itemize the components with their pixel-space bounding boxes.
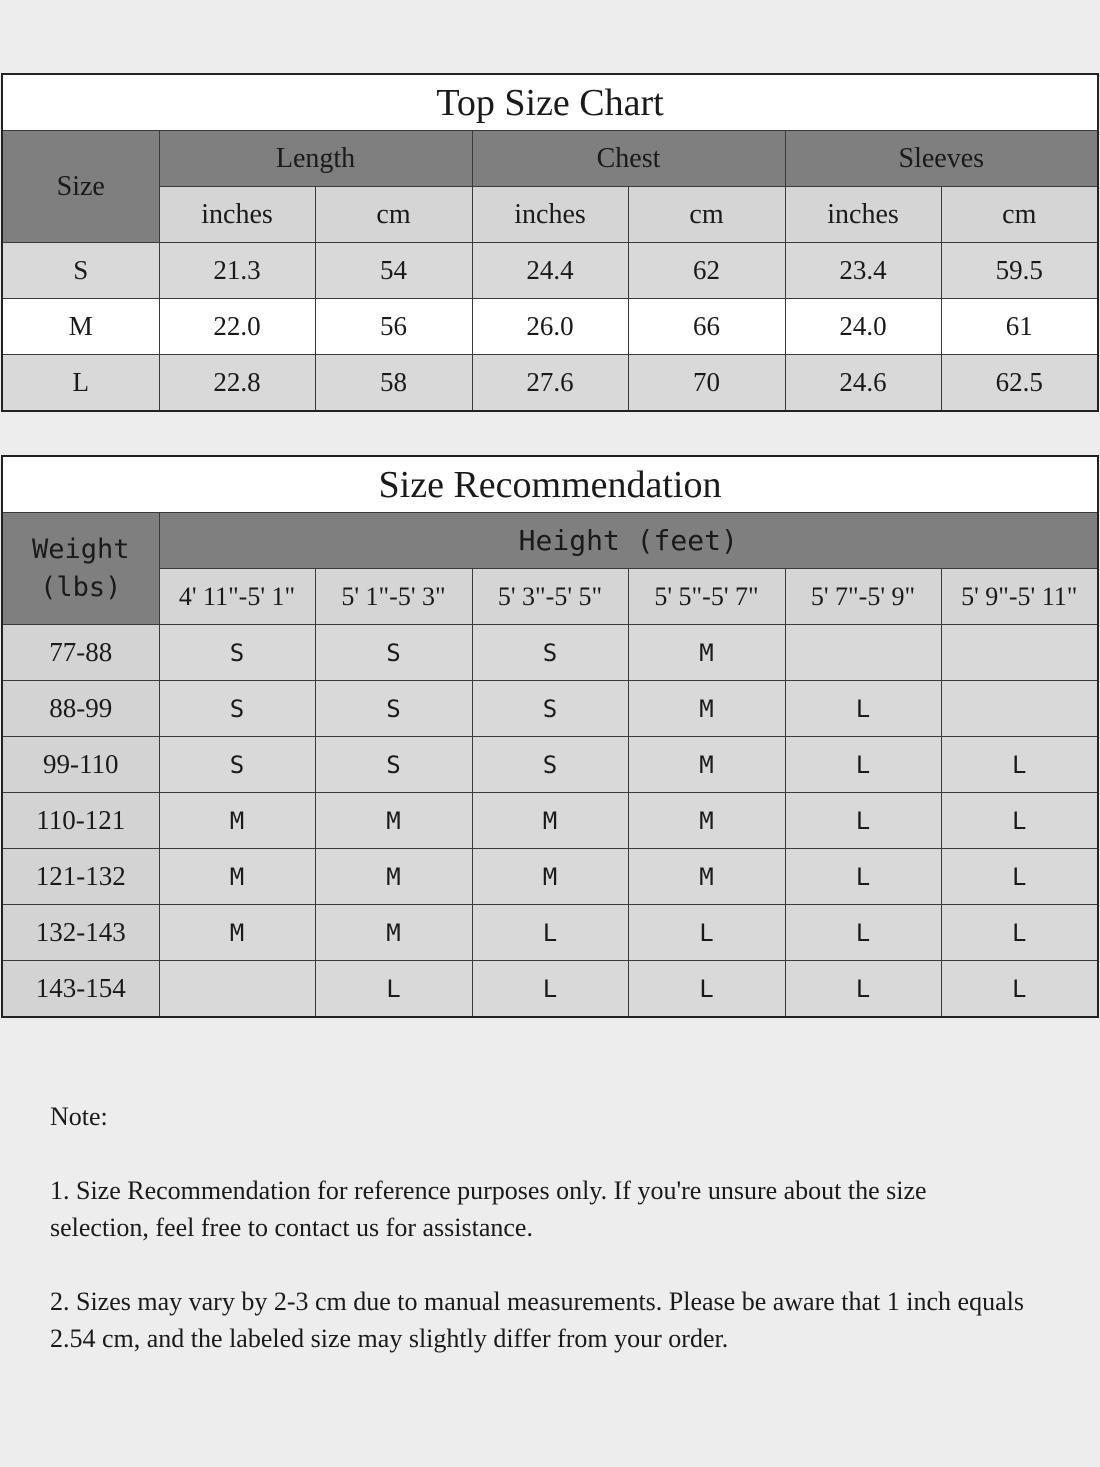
size-cell: M xyxy=(315,793,472,849)
size-cell: L xyxy=(628,961,785,1018)
measurement-cell: 26.0 xyxy=(472,299,628,355)
size-column-header: Size xyxy=(2,131,159,243)
size-cell: L xyxy=(472,905,628,961)
measurement-cell: 22.8 xyxy=(159,355,315,412)
measurement-cell: 22.0 xyxy=(159,299,315,355)
size-cell: M xyxy=(315,849,472,905)
measurement-cell: 24.4 xyxy=(472,243,628,299)
notes-section xyxy=(50,1098,1030,1394)
measurement-cell: 27.6 xyxy=(472,355,628,412)
weight-label: 121-132 xyxy=(2,849,159,905)
size-cell xyxy=(785,625,941,681)
weight-label: 99-110 xyxy=(2,737,159,793)
size-cell: L xyxy=(785,849,941,905)
measurement-cell: 23.4 xyxy=(785,243,941,299)
height-range-header: 5' 7"-5' 9" xyxy=(785,569,941,625)
measurement-cell: 24.0 xyxy=(785,299,941,355)
size-row-s xyxy=(2,243,1098,299)
size-cell: L xyxy=(785,905,941,961)
weight-row xyxy=(2,961,1098,1018)
unit-header: inches xyxy=(785,187,941,243)
measurement-cell: 21.3 xyxy=(159,243,315,299)
size-cell: S xyxy=(159,625,315,681)
weight-label: 132-143 xyxy=(2,905,159,961)
weight-column-header xyxy=(2,513,159,625)
weight-row xyxy=(2,793,1098,849)
height-range-header: 4' 11"-5' 1" xyxy=(159,569,315,625)
size-cell: M xyxy=(472,793,628,849)
size-cell: S xyxy=(472,625,628,681)
weight-label: 143-154 xyxy=(2,961,159,1018)
height-range-header: 5' 1"-5' 3" xyxy=(315,569,472,625)
size-cell xyxy=(941,681,1098,737)
size-cell: M xyxy=(159,793,315,849)
measurement-cell: 62.5 xyxy=(941,355,1098,412)
weight-header-line1: Weight xyxy=(31,533,130,565)
size-cell: M xyxy=(628,625,785,681)
size-cell: L xyxy=(785,793,941,849)
measurement-cell: 70 xyxy=(628,355,785,412)
size-cell: S xyxy=(159,737,315,793)
weight-row xyxy=(2,849,1098,905)
weight-label: 110-121 xyxy=(2,793,159,849)
top-size-chart-table xyxy=(1,73,1099,412)
size-cell: S xyxy=(159,681,315,737)
size-row-m xyxy=(2,299,1098,355)
measurement-cell: 58 xyxy=(315,355,472,412)
unit-header: cm xyxy=(315,187,472,243)
size-cell: M xyxy=(628,849,785,905)
size-recommendation-table xyxy=(1,455,1099,1018)
weight-header-line2: (lbs) xyxy=(40,571,122,603)
size-cell: L xyxy=(785,681,941,737)
size-cell xyxy=(941,625,1098,681)
height-range-header: 5' 3"-5' 5" xyxy=(472,569,628,625)
size-cell: L xyxy=(941,905,1098,961)
size-cell: L xyxy=(785,737,941,793)
size-label: S xyxy=(2,243,159,299)
unit-header: cm xyxy=(628,187,785,243)
measurement-cell: 59.5 xyxy=(941,243,1098,299)
size-cell: L xyxy=(628,905,785,961)
size-cell: S xyxy=(315,681,472,737)
size-chart-title: Top Size Chart xyxy=(2,74,1098,131)
size-cell: L xyxy=(941,793,1098,849)
size-label: M xyxy=(2,299,159,355)
size-cell: S xyxy=(472,737,628,793)
size-cell: S xyxy=(315,625,472,681)
sleeves-group-header: Sleeves xyxy=(785,131,1098,187)
size-cell: S xyxy=(315,737,472,793)
notes-heading: Note: xyxy=(50,1102,108,1131)
size-cell: L xyxy=(315,961,472,1018)
size-cell: L xyxy=(941,961,1098,1018)
size-cell: M xyxy=(159,849,315,905)
measurement-cell: 62 xyxy=(628,243,785,299)
height-group-header: Height (feet) xyxy=(159,513,1098,569)
weight-row xyxy=(2,625,1098,681)
size-cell: S xyxy=(472,681,628,737)
size-label: L xyxy=(2,355,159,412)
length-group-header: Length xyxy=(159,131,472,187)
note-item: 2. Sizes may vary by 2-3 cm due to manual measurements. Please be aware that 1 inch equals 2.54 cm, and the labeled size may slightly differ from your order. xyxy=(50,1287,1024,1353)
size-cell: L xyxy=(472,961,628,1018)
height-range-header: 5' 9"-5' 11" xyxy=(941,569,1098,625)
size-cell: M xyxy=(472,849,628,905)
chest-group-header: Chest xyxy=(472,131,785,187)
size-cell: M xyxy=(159,905,315,961)
size-cell: L xyxy=(941,737,1098,793)
unit-header: inches xyxy=(472,187,628,243)
unit-header: inches xyxy=(159,187,315,243)
unit-header: cm xyxy=(941,187,1098,243)
size-cell: M xyxy=(628,681,785,737)
measurement-cell: 54 xyxy=(315,243,472,299)
measurement-cell: 56 xyxy=(315,299,472,355)
size-cell xyxy=(159,961,315,1018)
measurement-cell: 66 xyxy=(628,299,785,355)
note-item: 1. Size Recommendation for reference purposes only. If you're unsure about the size selection, feel free to contact us for assistance. xyxy=(50,1176,927,1242)
weight-row xyxy=(2,681,1098,737)
weight-row xyxy=(2,737,1098,793)
size-cell: L xyxy=(941,849,1098,905)
measurement-cell: 24.6 xyxy=(785,355,941,412)
size-row-l xyxy=(2,355,1098,412)
weight-label: 88-99 xyxy=(2,681,159,737)
weight-row xyxy=(2,905,1098,961)
size-cell: M xyxy=(628,793,785,849)
size-cell: M xyxy=(628,737,785,793)
size-cell: M xyxy=(315,905,472,961)
weight-label: 77-88 xyxy=(2,625,159,681)
size-cell: L xyxy=(785,961,941,1018)
height-range-header: 5' 5"-5' 7" xyxy=(628,569,785,625)
recommendation-title: Size Recommendation xyxy=(2,456,1098,513)
measurement-cell: 61 xyxy=(941,299,1098,355)
